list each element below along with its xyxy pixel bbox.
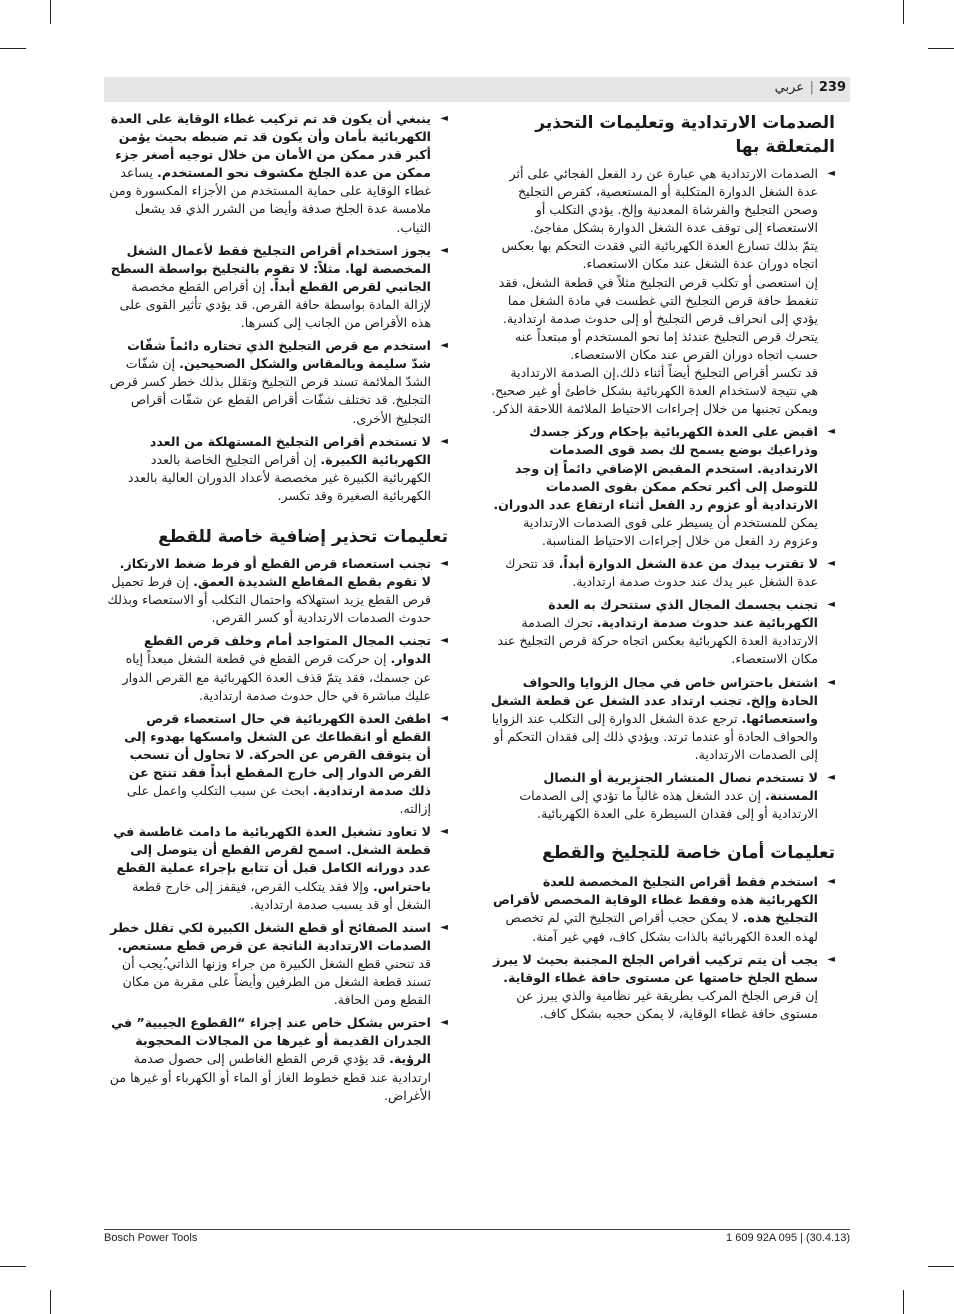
bullet-arrow-icon: ◄ [440,113,448,124]
bullet-arrow-icon: ◄ [440,557,448,569]
item-bold-text: اسند الصفائح أو قطع الشغل الكبيرة لكي تقلل خطر الصدمات الارتدادية الناتجة عن قرص قطع مستعص. [110,919,431,953]
item-paragraph: إن استعصى أو تكلب قرص التجليخ مثلاً في قطعة الشغل، فقد تنغمط حافة قرص التجليخ التي غطست في مادة الشغل مما يؤدي إلى انحراف قرص التجليخ أو إلى حدوث صدمة ارتدادية. يتحرك قرص التجليخ عندئذ إما نحو المستخدم أو مبتعداً عنه حسب اتجاه دوران القرص عند مكان الاستعصاء. [498,274,818,362]
bullet-arrow-icon: ◄ [440,244,448,256]
item-text: قد يؤدي قرص القطع الغاطس إلى حصول صدمة ارتدادية عند قطع خطوط الغاز أو الماء أو الكهرباء أو غيرها من الأغراض. [109,1051,431,1103]
bullet-arrow-icon: ◄ [440,635,448,647]
item-text: إن حركت قرص القطع في قطعة الشغل مبعداً إياه عن جسمك، فقد يتمّ قذف العدة الكهربائية مع القرص الدوار عليك مباشرة في حال حدوث صدمة ارتدادية. [122,651,431,703]
item-bold-text: اشتغل باحتراس خاص في مجال الزوايا والحواف الحادة وإلخ. تجنب ارتداد عدد الشغل عن قطعة الشغل واستعصائها. [490,674,818,726]
bullet-arrow-icon: ◄ [440,340,448,352]
crop-mark [0,1266,26,1267]
header-language: عربي [774,80,804,95]
item-text: لا يمكن حجب أقراص التجليخ التي لم تخصص لهذه العدة الكهربائية بالذات بشكل كاف، فهي غير آمنة. [505,910,818,944]
bullet-arrow-icon: ◄ [827,676,835,688]
list-item [107,555,448,627]
list-item [107,823,448,913]
item-text: إن أقراص التجليخ الخاصة بالعدد الكهربائية الكبيرة غير مخصصة لأعداد الدوران العالية بالعدد الكهربائية الصغيرة وقد تكسر. [127,451,431,503]
item-text: إن شفّات الشدّ الملائمة تسند قرص التجليخ وتقلل بذلك خطر كسر قرص التجليخ. قد تختلف شفّات أقراص القطع عن شفّات أقراص التجليخ الأخرى. [109,356,431,426]
item-text: ابحث عن سبب التكلب واعمل على إزالته. [126,783,431,817]
bullet-arrow-icon: ◄ [827,168,835,179]
item-bold-text: لا تستخدم أقراص التجليخ المستهلكة من العدد الكهربائية الكبيرة. [149,433,431,467]
item-text: ترجع عدة الشغل الدوارة إلى التكلب عند الزوايا والحواف الحادة أو عندما ترتد. ويؤدي ذلك إلى فقدان التحكم أو إلى الصدمات الارتدادية. [491,710,818,762]
list-item [107,1014,448,1104]
list-item [107,919,448,1009]
bullet-arrow-icon: ◄ [827,876,835,888]
list-item [490,674,835,764]
crop-mark [928,1266,954,1267]
crop-mark [928,48,954,49]
item-bold-text: تجنب بجسمك المجال الذي ستتحرك به العدة الكهربائية عند حدوث صدمة ارتدادية. [548,597,818,631]
item-text: يساعد غطاء الوقاية على حماية المستخدم من الأجزاء المكسورة ومن ملامسة عدة الجلخ صدفة وأيضا من الشرر الذي قد يشعل الثياب. [109,165,431,235]
footer-brand: Bosch Power Tools [104,1232,198,1244]
item-text: إن عدد الشغل هذه غالباً ما تؤدي إلى الصدمات الارتدادية أو إلى فقدان السيطرة على العدة الكهربائية. [519,788,818,822]
item-bold-text: لا تقترب بيدك من عدة الشغل الدوارة أبداً. [558,555,818,571]
item-bold-text: يجب أن يتم تركيب أقراص الجلخ المجنبة بحيث لا يبرز سطح الجلخ خاصتها عن مستوى حافة غطاء الوقاية. [493,951,818,985]
footer-rule [104,1229,850,1230]
list-item [490,555,835,591]
item-text: تحرك الصدمة الارتدادية العدة الكهربائية بعكس اتجاه حركة قرص التجليخ عند مكان الاستعصاء. [497,615,818,667]
item-paragraph: يتمّ بذلك تسارع العدة الكهربائية التي فقدت التحكم بها بعكس اتجاه دوران عدة الشغل عند مكان الاستعصاء. [501,238,818,272]
bullet-arrow-icon: ◄ [827,953,835,965]
list-item [490,423,835,550]
section-title-cutting: تعليمات تحذير إضافية خاصة للقطع [158,526,448,547]
item-paragraph: قد تكسر أقراص التجليخ أيضاً أثناء ذلك.إن الصدمة الارتدادية هي نتيجة لاستخدام العدة الكهربائية بشكل خاطئ أو غير صحيح. ويمكن تجنبها من خلال إجراءات الاحتياط الملائمة اللاحقة الذكر. [491,365,818,417]
item-text: قد تنحني قطع الشغل الكبيرة من جراء وزنها الذاتي.ُيجب أن تسند قطعة الشغل من الطرفين وأيضاً على مقربة من مكان القطع ومن الحافة. [121,955,431,1008]
item-bold-text: استخدم فقط أقراص التجليخ المخصصة للعدة الكهربائية هذه وفقط غطاء الوقاية المخصص لأقراص التجليخ هذه. [492,874,818,926]
item-bold-text: تجنب استعصاء قرص القطع أو فرط ضغط الارتكاز. لا تقوم بقطع المقاطع الشديدة العمق. [119,555,431,590]
item-bold-text: احترس بشكل خاص عند إجراء “القطوع الجيبية” في الجدران القديمة أو غيرها من المجالات المحجوبة الرؤية. [111,1015,431,1067]
bullet-arrow-icon: ◄ [827,772,835,783]
section-title-grinding-cutting: تعليمات أمان خاصة للتجليخ والقطع [542,843,835,864]
header-separator: | [809,80,814,95]
item-text: إن أقراص القطع مخصصة لإزالة المادة بواسطة حافة القرص. قد يؤدي تأثير القوى على هذه الأقراص من الجانب إلى كسرها. [119,278,431,331]
list-item [490,165,835,418]
item-bold-text: لا تستخدم نصال المنشار الجنزيرية أو النصال المسننة. [543,770,818,804]
item-text: يمكن للمستخدم أن يسيطر على قوى الصدمات الارتدادية وعزوم رد الفعل من خلال إجراءات الاحتياط المناسبة. [523,514,818,548]
item-bold-text: لا تعاود تشغيل العدة الكهربائية ما دامت غاطسة في قطعة الشغل. اسمح لقرص القطع أن يتوصل إلى عدد دورانه الكامل قبل أن تتابع بإجراء عملية القطع باحتراس. [113,824,431,894]
list-item [107,433,448,505]
bullet-arrow-icon: ◄ [440,921,448,933]
bullet-arrow-icon: ◄ [827,557,835,569]
list-item [490,596,835,668]
crop-mark [50,0,51,24]
item-bold-text: استخدم مع قرص التجليخ الذي تختاره دائماً شفّات شدّ سليمة وبالمقاس والشكل الصحيحين. [127,338,431,372]
item-bold-text: اقبض على العدة الكهربائية بإحكام وركز جسدك وذراعيك بوضع يسمح لك بصد قوى الصدمات الارتدادية. استخدم المقبض الإضافي دائماً إن وجد للتوصل إلى أكبر تحكم ممكن بقوى الصدمات الارتدادية أو عزوم رد الفعل أثناء ارتفاع عدد الدوران. [493,424,818,512]
bullet-arrow-icon: ◄ [440,826,448,838]
item-text: إن قرص الجلخ المركب بطريقة غير نظامية والذي يبرز عن مستوى حافة غطاء الوقاية، لا يمكن حجبه بشكل كاف. [516,987,818,1021]
section-title-kickback: الصدمات الارتدادية وتعليمات التحذير المتعلقة بها [535,113,835,157]
bullet-arrow-icon: ◄ [440,435,448,447]
list-item [107,110,448,237]
crop-mark [0,48,26,49]
bullet-arrow-icon: ◄ [827,599,835,611]
list-item [107,632,448,704]
crop-mark [903,1290,904,1314]
list-item [107,710,448,819]
page-header [104,77,850,102]
list-item [490,873,835,945]
bullet-arrow-icon: ◄ [440,1017,448,1029]
item-bold-text: اطفئ العدة الكهربائية في حال استعصاء قرص القطع أو انقطاعك عن الشغل وامسكها بهدوء إلى أن يتوقف القرص عن الحركة. لا تحاول أن تسحب القرص الدوار إلى خارج المقطع أبداً فقد تنتج عن ذلك صدمة ارتدادية. [124,710,431,799]
page-number: 239 [818,80,846,95]
list-item [490,769,835,823]
right-column [490,111,835,1028]
list-item [490,951,835,1023]
item-text: وإلا فقد يتكلب القرص، فيقفز إلى خارج قطعة الشغل أو قد يسبب صدمة ارتدادية. [132,878,431,912]
item-text: إن فرط تحميل قرص القطع يزيد استهلاكه واحتمال التكلب أو الاستعصاء وبذلك حدوث الصدمات الارتدادية أو كسر القرص. [107,574,431,626]
item-bold-text: ينبغي أن يكون قد تم تركيب غطاء الوقاية على العدة الكهربائية بأمان وأن يكون قد تم ضبطه بحيث يؤمن أكبر قدر ممكن من الأمان من خلال توجيه أصغر جزء ممكن من عدة الجلخ مكشوف نحو المستخدم. [110,111,431,181]
item-bold-text: يجوز استخدام أقراص التجليخ فقط لأعمال الشغل المخصصة لها. مثلاً: لا تقوم بالتجليخ بواسطة السطح الجانبي لقرص القطع أبداً. [110,242,431,294]
list-item [107,242,448,332]
bullet-arrow-icon: ◄ [440,712,448,724]
crop-mark [50,1290,51,1314]
footer-doc-number: 1 609 92A 095 | (30.4.13) [726,1232,850,1244]
item-bold-text: تجنب المجال المتواجد أمام وخلف قرص القطع الدوار. [143,633,431,667]
list-item [107,337,448,427]
bullet-arrow-icon: ◄ [827,426,835,438]
crop-mark [903,0,904,24]
left-column [107,110,448,1110]
item-text: الصدمات الارتدادية هي عبارة عن رد الفعل الفجائي على أثر عدة الشغل الدوارة المتكلبة أو المستعصية، كقرص التجليخ وصحن التجليخ والفرشاة المعدنية وإلخ. يؤدي التكلب أو الاستعصاء إلى توقف عدة الشغل الدوارة بشكل مفاجئ. [509,166,818,236]
item-text: قد تتحرك عدة الشغل عبر يدك عند حدوث صدمة ارتدادية. [505,555,818,590]
